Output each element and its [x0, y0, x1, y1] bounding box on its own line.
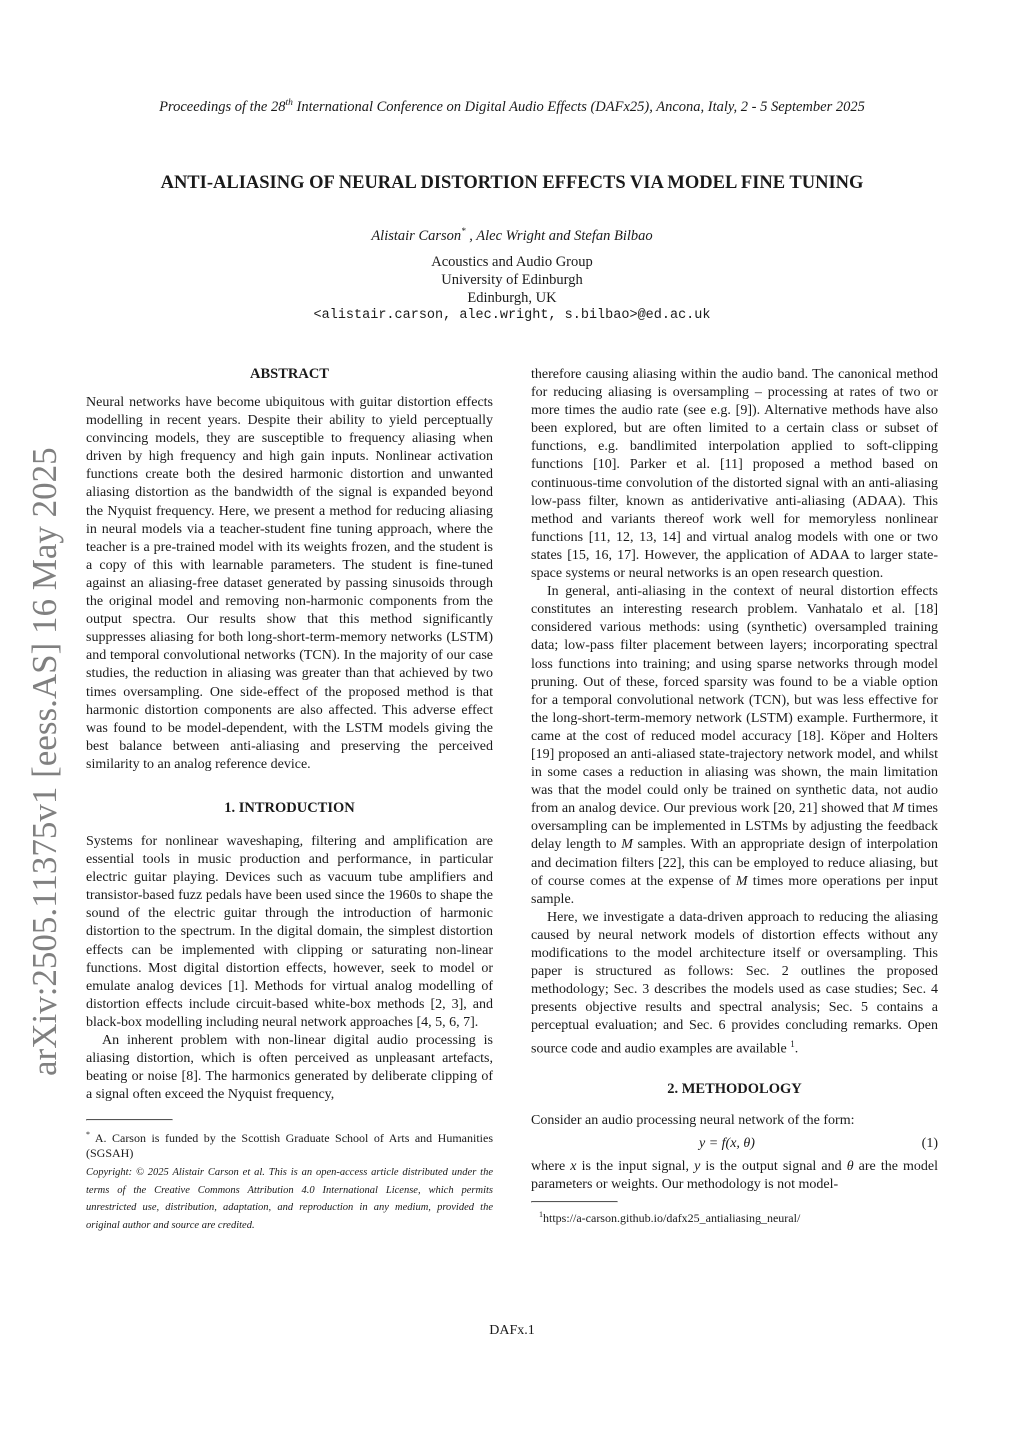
copyright-notice: Copyright: © 2025 Alistair Carson et al. This is an open-access article distributed under the terms of the Creative Commons Attribution 4.0 International License, which permits unrestricted use, distribution, adaptation, and reproduction in any medium, provided the original author and source are credited.	[86, 1167, 493, 1231]
methodology-text-b: is the input signal,	[576, 1159, 695, 1175]
running-head-pre: Proceedings of the 28	[159, 98, 286, 115]
abstract-text: Neural networks have become ubiquitous with guitar distortion effects modelling in recent years. Despite their ability to yield perceptually convincing models, they are susceptible to frequency aliasing when driven by high frequency and high gain inputs. Nonlinear activation functions create both the desired harmonic distortion and unwanted aliasing distortion as the bandwidth of the signal is expanded beyond the Nyquist frequency. Here, we present a method for reducing aliasing in neural models via a teacher-student fine tuning approach, where the teacher is a pre-trained model with its weights frozen, and the student is a copy of this with learnable parameters. The student is fine-tuned against an aliasing-free dataset generated by passing sinusoids through the original model and removing non-harmonic components from the output spectra. Our results show that this method significantly suppresses aliasing for both long-short-term-memory networks (LSTM) and temporal convolutional networks (TCN). In the majority of our case studies, the reduction in aliasing was greater than that achieved by two times oversampling. One side-effect of the proposed method is that harmonic distortion components are also affected. This adverse effect was found to be model-dependent, with the LSTM models giving the best balance between anti-aliasing and preserving the perceived similarity to an analog reference device.	[86, 395, 493, 772]
paragraph-5-end: .	[794, 1042, 799, 1058]
funding-footnote-text: A. Carson is funded by the Scottish Graduate School of Arts and Humanities (SGSAH)	[86, 1131, 493, 1161]
affiliation-university: University of Edinburgh	[441, 272, 583, 288]
paragraph-4-text-b: times oversampling can be implemented in LSTMs by adjusting the feedback delay length to	[531, 801, 939, 853]
introduction-paragraph-1: Systems for nonlinear waveshaping, filtering and amplification are essential tools in music production and performance, in particular electric guitar playing. Devices such as vacuum tube amplifiers and transistor-based fuzz pedals have been used since the 1960s to shape the sound of the electric guitar through the introduction of harmonic distortion to the spectrum. In the digital domain, the simplest distortion effects can be implemented with clipping or saturating non-linear functions. Most digital distortion effects, however, seek to model or emulate analog devices [1]. Methods for virtual analog modelling of distortion effects include circuit-based white-box methods [2, 3], and black-box modelling including neural network approaches [4, 5, 6, 7].	[86, 833, 493, 1030]
equation-1	[531, 1130, 938, 1158]
url-footnote	[531, 1207, 938, 1226]
introduction-paragraph-4	[531, 583, 938, 909]
author-list	[0, 226, 1024, 245]
equation-number: (1)	[921, 1136, 938, 1152]
introduction-paragraph-5	[531, 909, 938, 1059]
methodology-text-d: are the model parameters or weights. Our methodology is not model-	[531, 1159, 939, 1193]
funding-footnote-mark: *	[86, 1130, 90, 1140]
paragraph-4-text-d: times more operations per input sample.	[531, 873, 938, 907]
methodology-text-c: is the output signal and	[700, 1159, 847, 1175]
methodology-heading: 2. METHODOLOGY	[667, 1081, 802, 1098]
url-footnote-mark: 1	[790, 1039, 795, 1050]
affiliation-block	[0, 253, 1024, 325]
other-authors: , Alec Wright and Stefan Bilbao	[465, 227, 653, 244]
first-author: Alistair Carson	[371, 227, 462, 244]
introduction-paragraph-2: An inherent problem with non-linear digital audio processing is aliasing distortion, which is often perceived as unpleasant artefacts, beating or noise [8]. The harmonics generated by deliberate clipping of a signal often exceed the Nyquist frequency,	[86, 1033, 493, 1103]
abstract-heading: ABSTRACT	[250, 366, 329, 382]
math-symbol-m: M	[735, 873, 748, 889]
math-symbol-y: y	[694, 1159, 701, 1175]
left-column	[86, 366, 493, 1234]
right-column	[531, 366, 938, 1226]
paragraph-4-text-a: In general, anti-aliasing in the context of neural distortion effects constitutes an interesting research problem. Vanhatalo et al. [18] considered various methods: using (synthetic) oversampled training data; low-pass filter placement between layers; incorporating spectral loss functions into training; and using sparse networks through model pruning. Out of these, forced sparsity was found to be a viable option for a temporal convolutional network (TCN), but was less effective for the long-short-term-memory network (LSTM) example. Furthermore, it came at the cost of reduced model accuracy [18]. Köper and Holters [19] proposed an anti-aliased state-trajectory network model, and whilst in some cases a reduction in aliasing was shown, the main limitation was that the model could only be trained on synthetic data, not audio from an analog device. Our previous work [20, 21] showed that	[531, 584, 938, 817]
methodology-paragraph-1: Consider an audio processing neural network of the form:	[531, 1113, 855, 1129]
affiliation-city: Edinburgh, UK	[467, 290, 557, 306]
funding-footnote	[86, 1127, 493, 1161]
math-symbol-m: M	[892, 801, 905, 817]
conference-running-head	[0, 98, 1024, 116]
url-footnote-number: 1	[539, 1209, 543, 1219]
introduction-heading: 1. INTRODUCTION	[224, 799, 355, 816]
math-symbol-x: x	[570, 1159, 577, 1175]
page-number: DAFx.1	[489, 1323, 535, 1338]
math-symbol-m: M	[621, 837, 633, 853]
affiliation-group: Acoustics and Audio Group	[431, 254, 593, 270]
methodology-text-a: where	[531, 1159, 571, 1175]
equation-expression: y = f(x, θ)	[699, 1136, 755, 1152]
paragraph-4-text-c: samples. With an appropriate design of interpolation and decimation filters [22], this can be employed to reduce aliasing, but of course comes at the expense of	[531, 837, 939, 889]
methodology-paragraph-2	[531, 1158, 938, 1194]
paragraph-5-text: Here, we investigate a data-driven approach to reducing the aliasing caused by neural network models of distortion effects without any modifications to the model architecture itself or oversampling. This paper is structured as follows: Sec. 2 outlines the proposed methodology; Sec. 3 describes the models used as case studies; Sec. 4 presents objective results and spectral analysis; Sec. 5 contains a perceptual evaluation; and Sec. 6 provides concluding remarks. Open source code and audio examples are available	[531, 909, 938, 1058]
math-symbol-theta: θ	[846, 1159, 854, 1175]
author-emails: <alistair.carson, alec.wright, s.bilbao>@ed.ac.uk	[313, 308, 711, 323]
author-footnote-mark: *	[461, 226, 466, 236]
running-head-post: International Conference on Digital Audio Effects (DAFx25), Ancona, Italy, 2 - 5 September 2025	[292, 98, 865, 115]
code-url[interactable]: https://a-carson.github.io/dafx25_antialiasing_neural/	[543, 1210, 801, 1225]
paper-title: ANTI-ALIASING OF NEURAL DISTORTION EFFECTS VIA MODEL FINE TUNING	[160, 173, 864, 193]
running-head-ordinal: th	[285, 98, 293, 108]
arxiv-identifier-stamp: arXiv:2505.11375v1 [eess.AS] 16 May 2025	[25, 447, 64, 1077]
introduction-paragraph-3: therefore causing aliasing within the audio band. The canonical method for reducing aliasing is oversampling – processing at rates of two or more times the audio rate (see e.g. [9]). Alternative methods have also been explored, but are often limited to a certain class or subset of functions, e.g. bandlimited interpolation applied to soft-clipping functions [10]. Parker et al. [11] proposed a method based on continuous-time convolution of the distorted signal with an anti-aliasing low-pass filter, known as antiderivative anti-aliasing (ADAA). This method and variants thereof work well for memoryless nonlinear functions [11, 12, 13, 14] and virtual analog models with one or two states [15, 16, 17]. However, the application of ADAA to larger state-space systems or neural networks is an open research question.	[531, 367, 938, 582]
